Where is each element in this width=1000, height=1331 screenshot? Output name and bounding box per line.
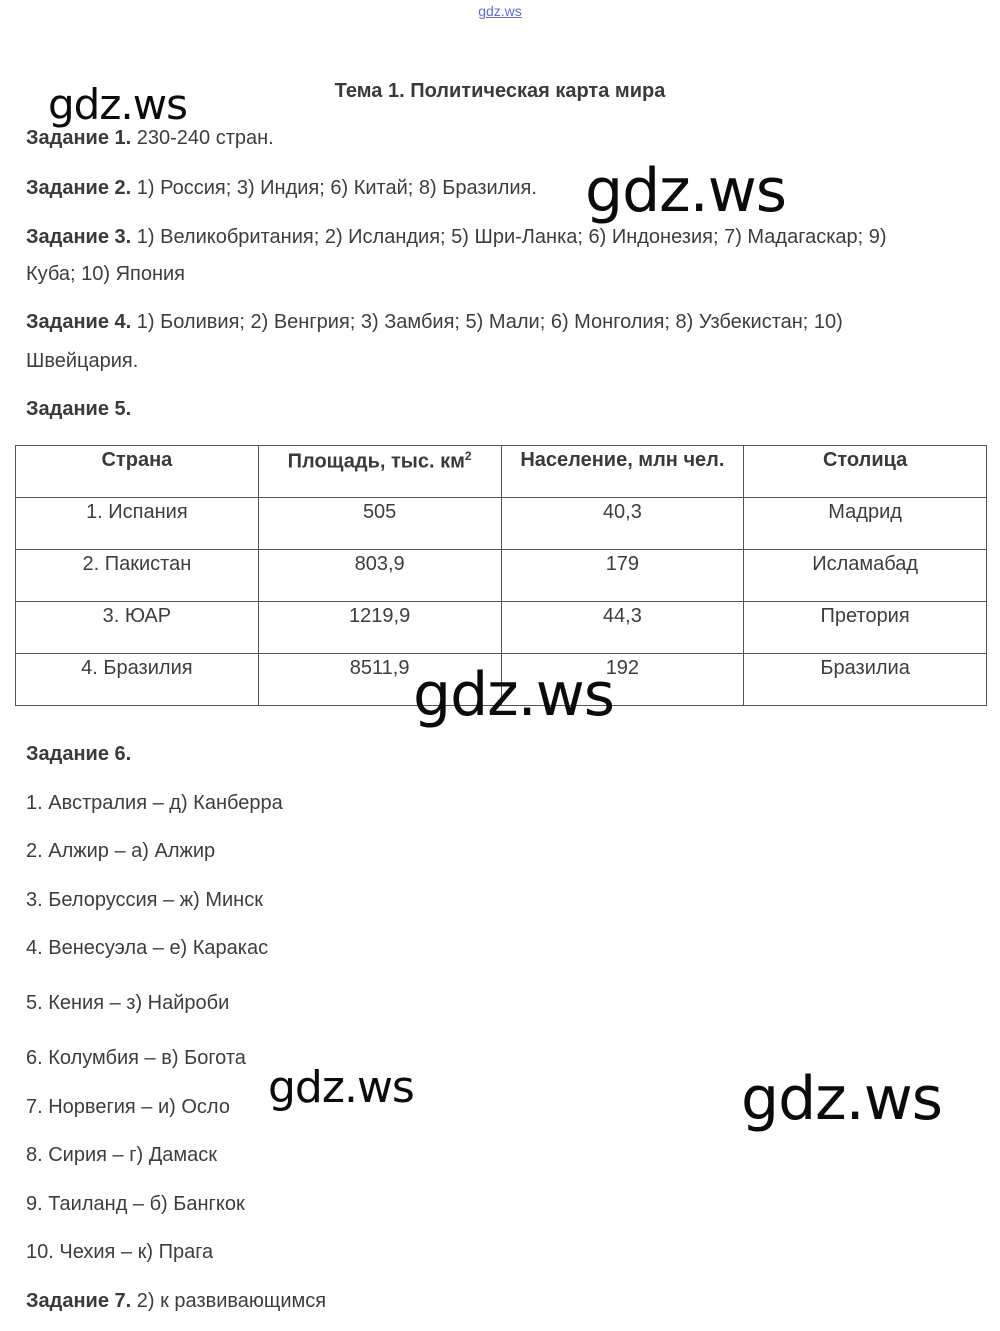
task-2-label: Задание 2. — [26, 177, 132, 199]
task-2-text: 1) Россия; 3) Индия; 6) Китай; 8) Бразилия. — [131, 177, 537, 199]
task-7 — [26, 1290, 326, 1313]
task-3-continued: Куба; 10) Япония — [26, 263, 186, 285]
cell-area: 505 — [258, 498, 501, 550]
cell-area: 803,9 — [258, 550, 501, 602]
cell-country: 2. Пакистан — [16, 550, 259, 602]
header-area-text: Площадь, тыс. км — [287, 450, 465, 473]
watermark-2: gdz.ws — [585, 156, 787, 226]
header-country: Страна — [16, 446, 259, 498]
task-3-label: Задание 3. — [26, 226, 132, 248]
task-1 — [26, 127, 274, 150]
watermark-5: gdz.ws — [741, 1064, 943, 1134]
header-area-sup: 2 — [464, 449, 472, 463]
task-7-text: 2) к развивающимся — [131, 1290, 327, 1312]
task-1-text: 230-240 стран. — [131, 127, 274, 149]
task-4 — [26, 311, 843, 334]
header-area — [258, 446, 501, 498]
cell-country: 1. Испания — [16, 498, 259, 550]
task-4-text: 1) Боливия; 2) Венгрия; 3) Замбия; 5) Мали; 6) Монголия; 8) Узбекистан; 10) — [131, 311, 843, 333]
list-item: 1. Австралия – д) Канберра — [26, 792, 283, 814]
header-capital: Столица — [744, 446, 987, 498]
list-item: 3. Белоруссия – ж) Минск — [26, 889, 263, 911]
cell-capital: Претория — [744, 602, 987, 654]
cell-population: 44,3 — [501, 602, 744, 654]
task-3 — [26, 226, 887, 249]
task-5 — [26, 398, 131, 421]
task-6 — [26, 743, 131, 766]
top-watermark-link[interactable]: gdz.ws — [478, 3, 522, 19]
task-6-label: Задание 6. — [26, 743, 132, 765]
cell-capital: Мадрид — [744, 498, 987, 550]
task-7-label: Задание 7. — [26, 1290, 132, 1312]
table-row — [16, 498, 987, 550]
cell-population: 40,3 — [501, 498, 744, 550]
header-population: Население, млн чел. — [501, 446, 744, 498]
list-item: 4. Венесуэла – е) Каракас — [26, 937, 269, 959]
task-4-continued: Швейцария. — [26, 350, 139, 372]
task-1-label: Задание 1. — [26, 127, 132, 149]
task-5-label: Задание 5. — [26, 398, 132, 420]
cell-population: 179 — [501, 550, 744, 602]
table-row — [16, 550, 987, 602]
cell-country: 3. ЮАР — [16, 602, 259, 654]
task-2 — [26, 177, 537, 200]
list-item: 2. Алжир – а) Алжир — [26, 840, 216, 862]
task-3-text: 1) Великобритания; 2) Исландия; 5) Шри-Ланка; 6) Индонезия; 7) Мадагаскар; 9) — [131, 226, 887, 248]
list-item: 7. Норвегия – и) Осло — [26, 1096, 230, 1118]
watermark-4: gdz.ws — [268, 1062, 414, 1113]
list-item: 10. Чехия – к) Прага — [26, 1241, 214, 1263]
task-4-label: Задание 4. — [26, 311, 132, 333]
cell-country: 4. Бразилия — [16, 654, 259, 706]
cell-area: 1219,9 — [258, 602, 501, 654]
watermark-3: gdz.ws — [413, 660, 615, 730]
list-item: 6. Колумбия – в) Богота — [26, 1047, 246, 1069]
cell-population: 192 — [501, 654, 744, 706]
list-item: 5. Кения – з) Найроби — [26, 992, 230, 1014]
cell-area: 8511,9 — [258, 654, 501, 706]
cell-capital: Исламабад — [744, 550, 987, 602]
page-title: Тема 1. Политическая карта мира — [334, 80, 666, 102]
cell-capital: Бразилиа — [744, 654, 987, 706]
list-item: 8. Сирия – г) Дамаск — [26, 1144, 218, 1166]
watermark-1: gdz.ws — [48, 80, 187, 129]
list-item: 9. Таиланд – б) Бангкок — [26, 1193, 245, 1215]
table-row — [16, 602, 987, 654]
table-header-row — [16, 446, 987, 498]
